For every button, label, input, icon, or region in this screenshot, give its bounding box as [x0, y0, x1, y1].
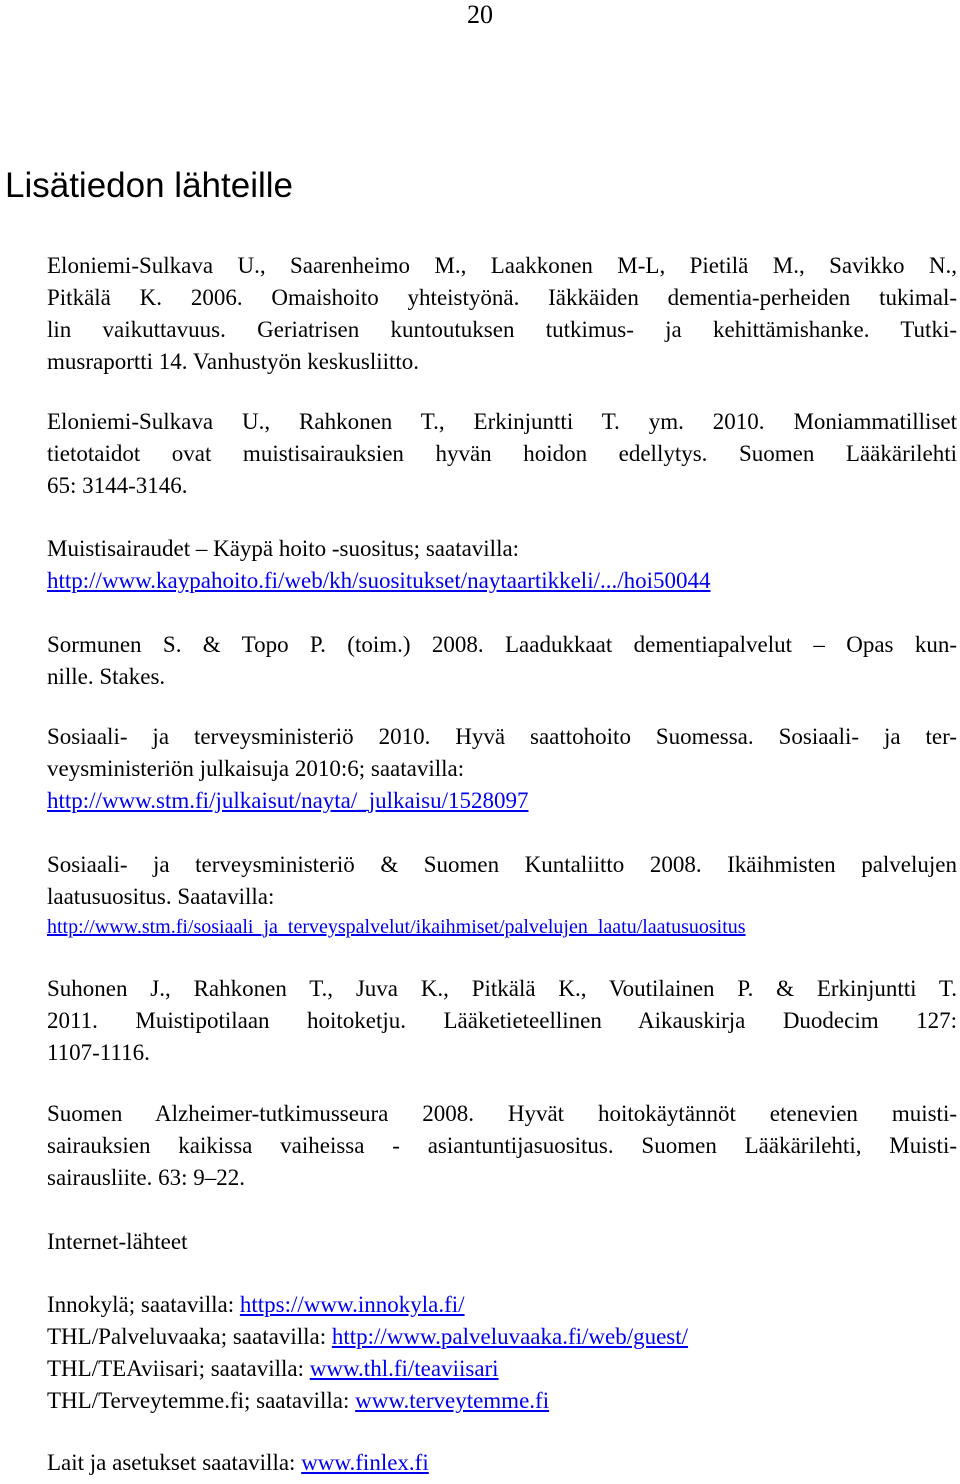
internet-source: [47, 1385, 549, 1417]
reference-line: sairausliite. 63: 9–22.: [47, 1165, 246, 1190]
internet-source: [47, 1289, 465, 1321]
reference-link-line: [47, 911, 746, 943]
reference-line: Eloniemi-Sulkava U., Saarenheimo M., Laakkonen M-L, Pietilä M., Savikko N.,: [47, 253, 957, 278]
source-label: Lait ja asetukset saatavilla:: [47, 1450, 302, 1475]
reference-line: 2011. Muistipotilaan hoitoketju. Lääketieteellinen Aikauskirja Duodecim 127:: [47, 1008, 957, 1033]
reference-link-line: [47, 565, 711, 597]
source-link[interactable]: https://www.innokyla.fi/: [239, 1292, 465, 1317]
reference-line: lin vaikuttavuus. Geriatrisen kuntoutuksen tutkimus- ja kehittämishanke. Tutki-: [47, 317, 957, 342]
page-number: 20: [467, 0, 493, 29]
reference-link[interactable]: http://www.kaypahoito.fi/web/kh/suositukset/naytaartikkeli/.../hoi50044: [47, 568, 711, 593]
source-link[interactable]: www.thl.fi/teaviisari: [309, 1356, 499, 1381]
internet-source: [47, 1353, 499, 1385]
source-label: THL/Palveluvaaka; saatavilla:: [47, 1324, 332, 1349]
source-label: Innokylä; saatavilla:: [47, 1292, 240, 1317]
laws-source: [47, 1447, 429, 1479]
reference-line: laatusuositus. Saatavilla:: [47, 884, 275, 909]
reference-line: veysministeriön julkaisuja 2010:6; saatavilla:: [47, 756, 465, 781]
reference-line: Sosiaali- ja terveysministeriö & Suomen Kuntaliitto 2008. Ikäihmisten palvelujen: [47, 852, 957, 877]
reference-line: nille. Stakes.: [47, 664, 166, 689]
page-title: Lisätiedon lähteille: [5, 166, 293, 205]
reference-line: Muistisairaudet – Käypä hoito -suositus; saatavilla:: [47, 536, 520, 561]
source-label: THL/TEAviisari; saatavilla:: [47, 1356, 310, 1381]
reference-line: musraportti 14. Vanhustyön keskusliitto.: [47, 349, 420, 374]
reference-link-line: [47, 785, 528, 817]
internet-source: [47, 1321, 688, 1353]
reference-line: sairauksien kaikissa vaiheissa - asiantuntijasuositus. Suomen Lääkärilehti, Muisti-: [47, 1133, 957, 1158]
reference-line: Sosiaali- ja terveysministeriö 2010. Hyvä saattohoito Suomessa. Sosiaali- ja ter-: [47, 724, 957, 749]
source-link[interactable]: http://www.palveluvaaka.fi/web/guest/: [331, 1324, 689, 1349]
reference-line: Eloniemi-Sulkava U., Rahkonen T., Erkinjuntti T. ym. 2010. Moniammatilliset: [47, 409, 957, 434]
reference-line: Sormunen S. & Topo P. (toim.) 2008. Laadukkaat dementiapalvelut – Opas kun-: [47, 632, 957, 657]
source-label: THL/Terveytemme.fi; saatavilla:: [47, 1388, 356, 1413]
reference-link[interactable]: http://www.stm.fi/sosiaali_ja_terveyspalvelut/ikaihmiset/palvelujen_laatu/laatusuositus: [47, 916, 746, 938]
reference-line: 65: 3144-3146.: [47, 473, 188, 498]
reference-line: Pitkälä K. 2006. Omaishoito yhteistyönä. Iäkkäiden dementia-perheiden tukimal-: [47, 285, 957, 310]
source-link[interactable]: www.finlex.fi: [301, 1450, 429, 1475]
section-heading: Internet-lähteet: [47, 1229, 188, 1254]
reference-line: 1107-1116.: [47, 1040, 150, 1065]
reference-line: Suomen Alzheimer-tutkimusseura 2008. Hyvät hoitokäytännöt etenevien muisti-: [47, 1101, 957, 1126]
reference-link[interactable]: http://www.stm.fi/julkaisut/nayta/_julkaisu/1528097: [47, 788, 529, 813]
reference-line: Suhonen J., Rahkonen T., Juva K., Pitkälä K., Voutilainen P. & Erkinjuntti T.: [47, 976, 957, 1001]
source-link[interactable]: www.terveytemme.fi: [355, 1388, 550, 1413]
reference-line: tietotaidot ovat muistisairauksien hyvän hoidon edellytys. Suomen Lääkärilehti: [47, 441, 957, 466]
